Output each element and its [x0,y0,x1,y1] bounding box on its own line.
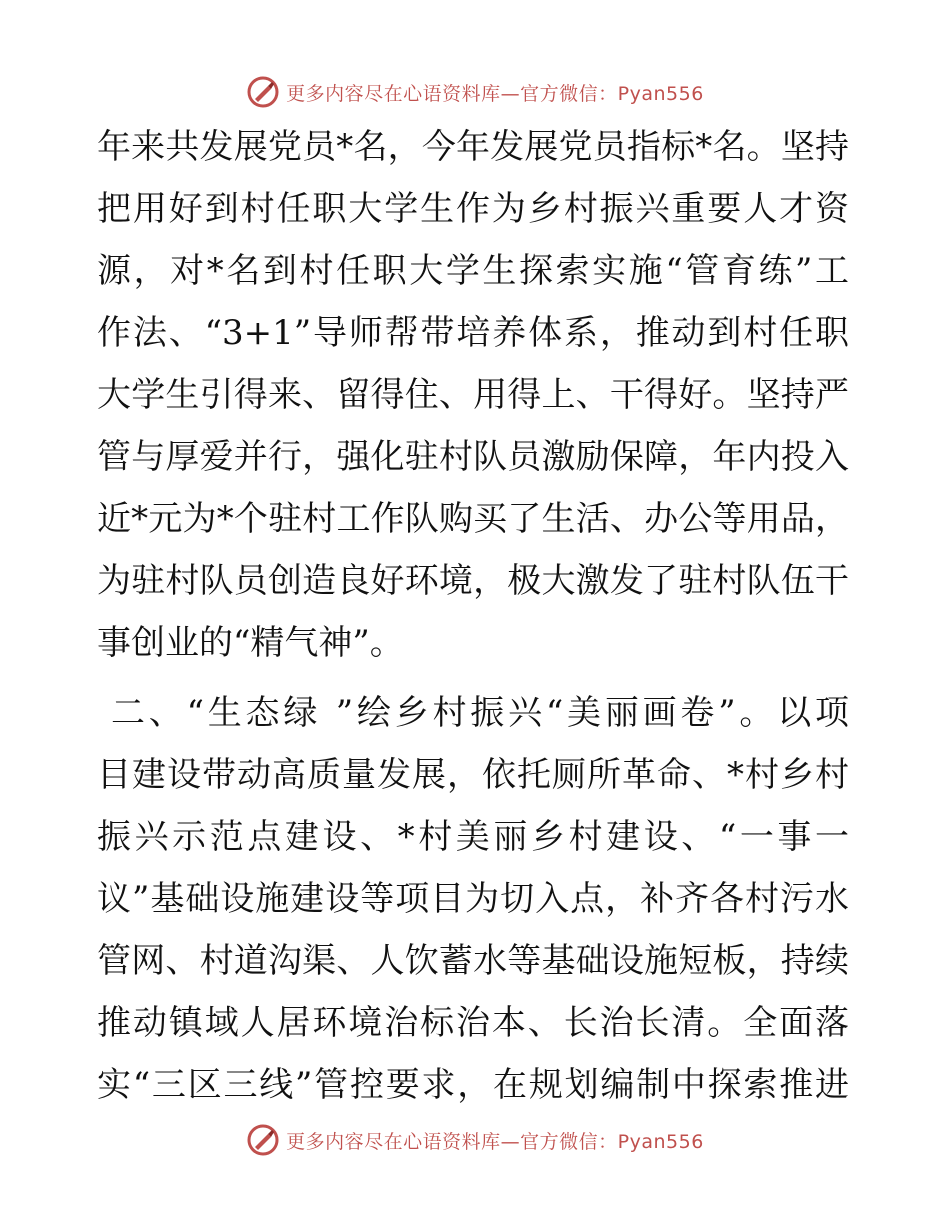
text-line: 推动镇域人居环境治标治本、长治长清。全面落 [97,1003,849,1043]
text-line: 管与厚爱并行，强化驻村队员激励保障，年内投入 [97,437,849,477]
text-line: 议”基础设施建设等项目为切入点，补齐各村污水 [97,879,849,919]
header-watermark [0,72,950,112]
footer-watermark [0,1120,950,1160]
pen-logo-icon [246,1123,280,1157]
document-body [97,116,849,1116]
text-line: 近*元为*个驻村工作队购买了生活、办公等用品， [97,499,849,539]
paragraph-2 [97,682,849,1116]
text-line: 为驻村队员创造良好环境，极大激发了驻村队伍干 [97,561,849,601]
text-line: 目建设带动高质量发展，依托厕所革命、*村乡村 [97,755,849,795]
watermark-text: 更多内容尽在心语资料库—官方微信：Pyan556 [286,1130,704,1153]
text-line: 振兴示范点建设、*村美丽乡村建设、“一事一 [97,817,849,857]
text-line: 年来共发展党员*名，今年发展党员指标*名。坚持 [97,127,849,167]
text-line: 管网、村道沟渠、人饮蓄水等基础设施短板，持续 [97,941,849,981]
paragraph-1 [97,116,849,674]
watermark-text: 更多内容尽在心语资料库—官方微信：Pyan556 [286,82,704,105]
text-line: 源，对*名到村任职大学生探索实施“管育练”工 [97,251,849,291]
text-line: 事创业的“精气神”。 [97,623,404,663]
text-line: 把用好到村任职大学生作为乡村振兴重要人才资 [97,189,849,229]
pen-logo-icon [246,75,280,109]
text-line: 大学生引得来、留得住、用得上、干得好。坚持严 [97,375,849,415]
text-line: 作法、“3+1”导师帮带培养体系，推动到村任职 [97,313,849,353]
section-heading-line: 二、“生态绿 ”绘乡村振兴“美丽画卷”。以项 [111,693,849,733]
text-line: 实“三区三线”管控要求，在规划编制中探索推进 [97,1065,849,1105]
